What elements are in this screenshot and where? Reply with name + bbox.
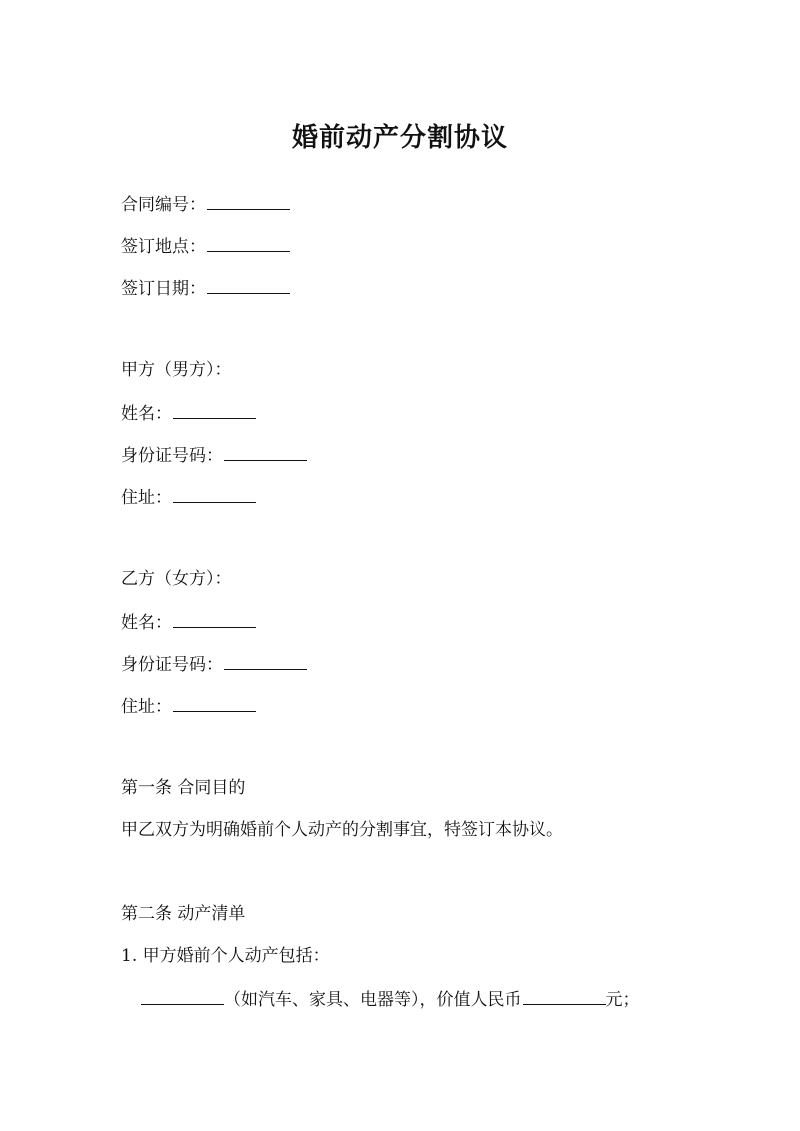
- party-b-id-blank: [224, 651, 307, 670]
- article-2-item-1-detail: [141, 986, 640, 1012]
- sign-place-label: 签订地点：: [121, 237, 206, 257]
- movable-property-blank: [141, 986, 224, 1005]
- party-a-address-line: [121, 484, 256, 510]
- sign-date-blank: [207, 275, 290, 294]
- party-b-address-label: 住址：: [121, 697, 172, 717]
- contract-number-blank: [207, 191, 290, 210]
- document-title: 婚前动产分割协议: [291, 123, 508, 153]
- article-2-heading: 第二条 动产清单: [121, 904, 246, 924]
- sign-place-line: [121, 233, 290, 259]
- party-b-heading: 乙方（女方）：: [121, 569, 232, 589]
- property-value-blank: [523, 986, 606, 1005]
- movable-property-examples: （如汽车、家具、电器等），价值人民币: [224, 990, 522, 1010]
- sign-date-line: [121, 275, 290, 301]
- party-a-name-line: [121, 400, 256, 426]
- sign-place-blank: [207, 233, 290, 252]
- party-b-address-line: [121, 693, 256, 719]
- currency-unit: 元；: [605, 990, 640, 1010]
- party-b-name-blank: [173, 609, 256, 628]
- party-a-id-blank: [224, 442, 307, 461]
- party-a-address-label: 住址：: [121, 488, 172, 508]
- party-b-id-line: [121, 651, 307, 677]
- party-a-name-blank: [173, 400, 256, 419]
- article-1-body: 甲乙双方为明确婚前个人动产的分割事宜，特签订本协议。: [121, 820, 563, 840]
- party-b-address-blank: [173, 693, 256, 712]
- sign-date-label: 签订日期：: [121, 279, 206, 299]
- contract-number-label: 合同编号：: [121, 195, 206, 215]
- party-b-id-label: 身份证号码：: [121, 655, 223, 675]
- contract-number-line: [121, 191, 290, 217]
- article-1-heading: 第一条 合同目的: [121, 778, 246, 798]
- party-a-heading: 甲方（男方）：: [121, 360, 232, 380]
- party-a-id-label: 身份证号码：: [121, 446, 223, 466]
- party-b-name-line: [121, 609, 256, 635]
- party-a-name-label: 姓名：: [121, 404, 172, 424]
- party-a-id-line: [121, 442, 307, 468]
- party-b-name-label: 姓名：: [121, 613, 172, 633]
- article-2-item-1: 1. 甲方婚前个人动产包括：: [121, 946, 330, 966]
- party-a-address-blank: [173, 484, 256, 503]
